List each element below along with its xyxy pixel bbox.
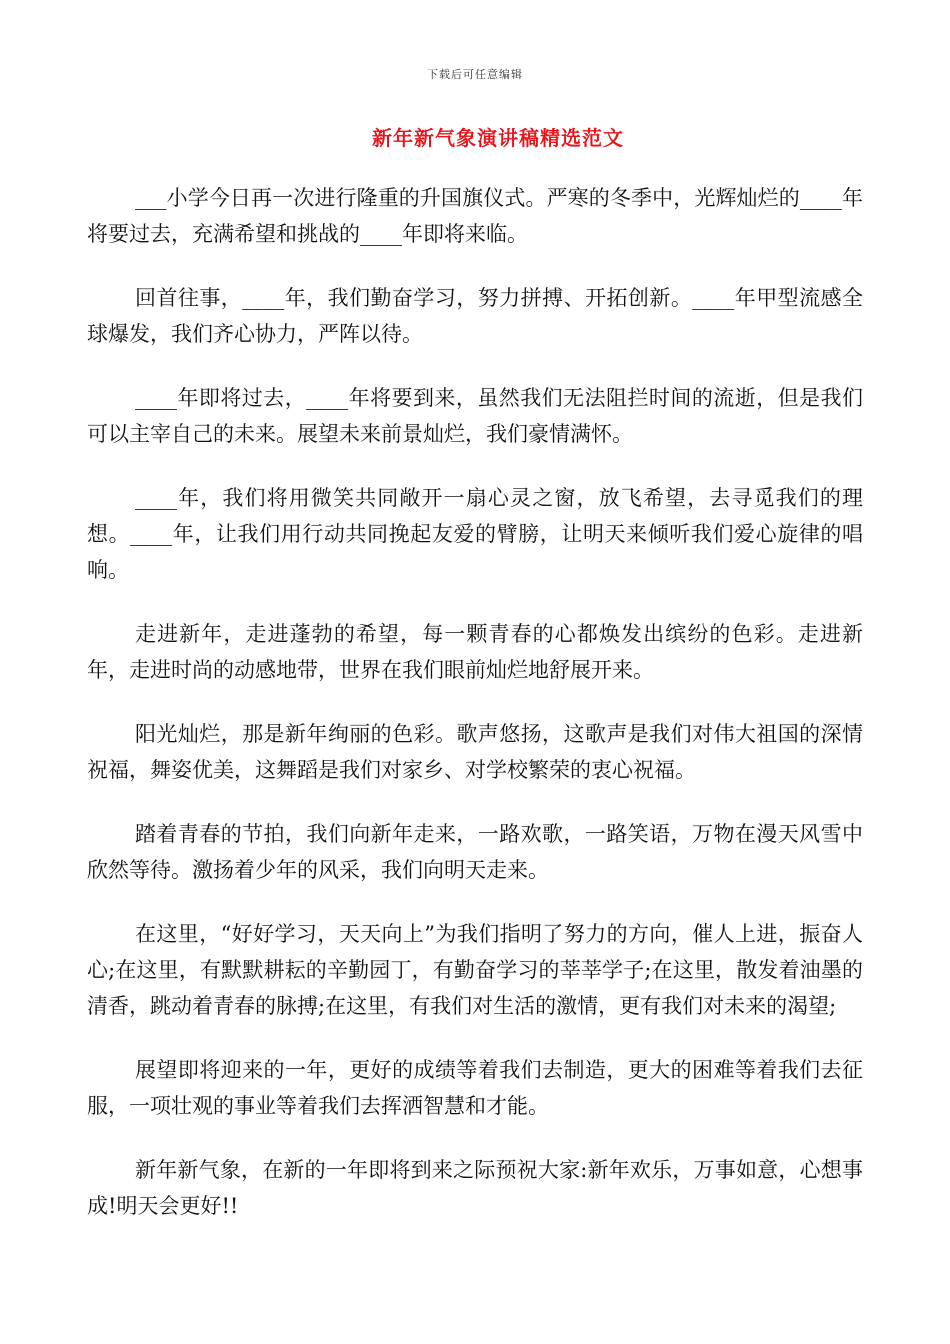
header-note: 下载后可任意编辑: [427, 68, 523, 81]
paragraph: 走进新年，走进蓬勃的希望，每一颗青春的心都焕发出缤纷的色彩。走进新年，走进时尚的动感地带，世界在我们眼前灿烂地舒展开来。: [87, 622, 863, 682]
paragraph: ___小学今日再一次进行隆重的升国旗仪式。严寒的冬季中，光辉灿烂的____年将要过去，充满希望和挑战的____年即将来临。: [87, 186, 863, 246]
paragraph: 在这里，“好好学习，天天向上”为我们指明了努力的方向，催人上进，振奋人心;在这里，有默默耕耘的辛勤园丁，有勤奋学习的莘莘学子;在这里，散发着油墨的清香，跳动着青春的脉搏;在这里，有我们对生活的激情，更有我们对未来的渴望;: [87, 922, 863, 1018]
paragraph: 阳光灿烂，那是新年绚丽的色彩。歌声悠扬，这歌声是我们对伟大祖国的深情祝福，舞姿优美，这舞蹈是我们对家乡、对学校繁荣的衷心祝福。: [87, 722, 863, 782]
paragraph: 新年新气象，在新的一年即将到来之际预祝大家:新年欢乐，万事如意，心想事成!明天会更好!!: [87, 1158, 863, 1218]
paragraph: ____年，我们将用微笑共同敞开一扇心灵之窗，放飞希望，去寻觅我们的理想。____年，让我们用行动共同挽起友爱的臂膀，让明天来倾听我们爱心旋律的唱响。: [87, 486, 863, 582]
document-title: 新年新气象演讲稿精选范文: [372, 126, 624, 150]
document-body: [87, 180, 863, 1252]
paragraph: 踏着青春的节拍，我们向新年走来，一路欢歌，一路笑语，万物在漫天风雪中欣然等待。激扬着少年的风采，我们向明天走来。: [87, 822, 863, 882]
paragraph: 回首往事，____年，我们勤奋学习，努力拼搏、开拓创新。____年甲型流感全球爆发，我们齐心协力，严阵以待。: [87, 286, 863, 346]
paragraph: ____年即将过去，____年将要到来，虽然我们无法阻拦时间的流逝，但是我们可以主宰自己的未来。展望未来前景灿烂，我们豪情满怀。: [87, 386, 863, 446]
paragraph: 展望即将迎来的一年，更好的成绩等着我们去制造，更大的困难等着我们去征服，一项壮观的事业等着我们去挥洒智慧和才能。: [87, 1058, 863, 1118]
